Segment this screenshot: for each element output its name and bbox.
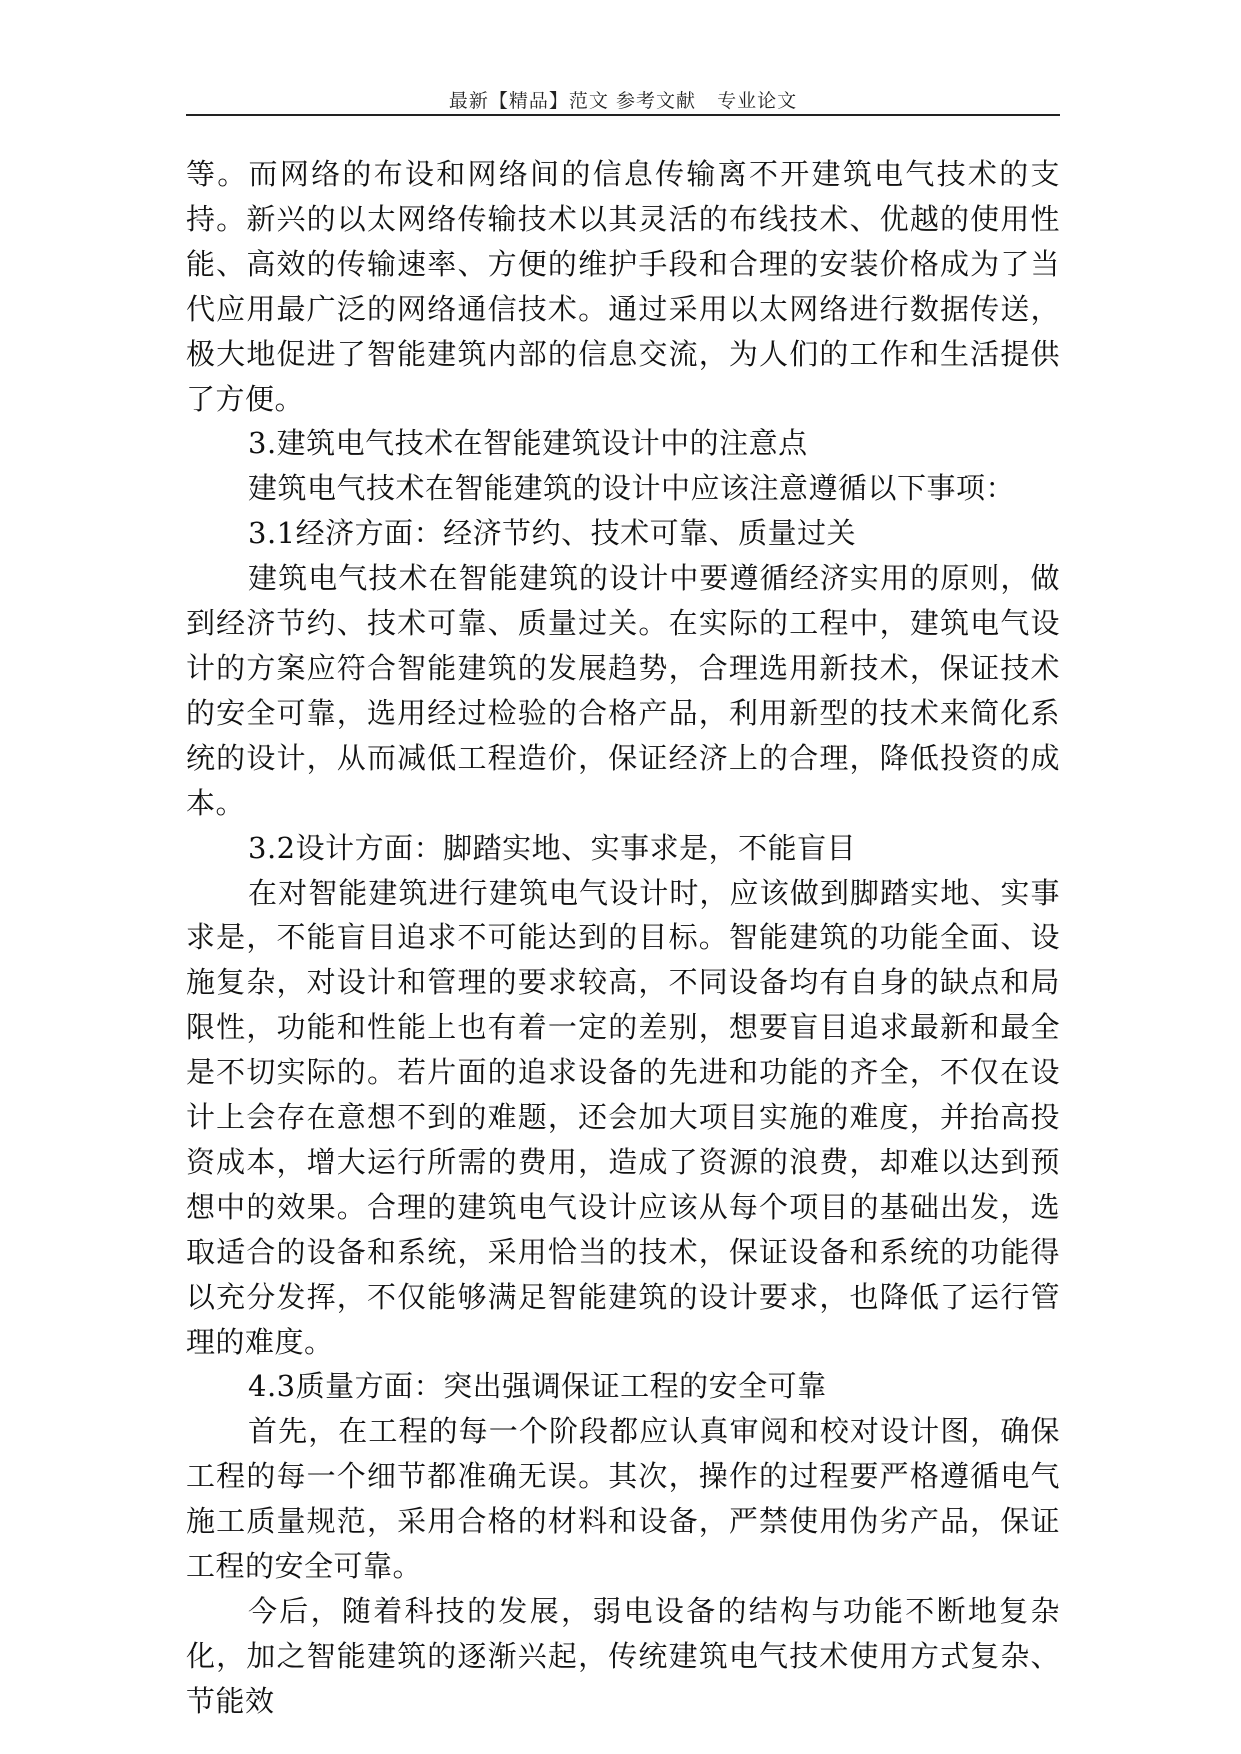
section-3-intro: 建筑电气技术在智能建筑的设计中应该注意遵循以下事项： (248, 471, 1016, 506)
section-3-2-body: 在对智能建筑进行建筑电气设计时，应该做到脚踏实地、实事求是，不能盲目追求不可能达到的目标。智能建筑的功能全面、设施复杂，对设计和管理的要求较高，不同设备均有自身的缺点和局限性，功能和性能上也有着一定的差别，想要盲目追求最新和最全是不切实际的。若片面的追求设备的先进和功能的齐全，不仅在设计上会存在意想不到的难题，还会加大项目实施的难度，并抬高投资成本，增大运行所需的费用，造成了资源的浪费，却难以达到预想中的效果。合理的建筑电气设计应该从每个项目的基础出发，选取适合的设备和系统，采用恰当的技术，保证设备和系统的功能得以充分发挥，不仅能够满足智能建筑的设计要求，也降低了运行管理的难度。 (186, 875, 1060, 1359)
section-3-1-heading: 3.1经济方面：经济节约、技术可靠、质量过关 (248, 516, 857, 551)
section-4-3-heading: 4.3质量方面：突出强调保证工程的安全可靠 (248, 1369, 827, 1404)
header-rule (186, 114, 1060, 116)
document-body (186, 152, 1060, 1724)
section-3-heading: 3.建筑电气技术在智能建筑设计中的注意点 (248, 426, 808, 461)
section-3-2-heading: 3.2设计方面：脚踏实地、实事求是，不能盲目 (248, 830, 857, 865)
paragraph-continuation: 等。而网络的布设和网络间的信息传输离不开建筑电气技术的支持。新兴的以太网络传输技术以其灵活的布线技术、优越的使用性能、高效的传输速率、方便的维护手段和合理的安装价格成为了当代应用最广泛的网络通信技术。通过采用以太网络进行数据传送，极大地促进了智能建筑内部的信息交流，为人们的工作和生活提供了方便。 (186, 157, 1060, 416)
page-header: 最新【精品】范文 参考文献 专业论文 (448, 90, 798, 112)
closing-paragraph: 今后，随着科技的发展，弱电设备的结构与功能不断地复杂化，加之智能建筑的逐渐兴起，传统建筑电气技术使用方式复杂、节能效 (186, 1594, 1060, 1718)
section-4-3-body: 首先，在工程的每一个阶段都应认真审阅和校对设计图，确保工程的每一个细节都准确无误。其次，操作的过程要严格遵循电气施工质量规范，采用合格的材料和设备，严禁使用伪劣产品，保证工程的安全可靠。 (186, 1414, 1060, 1584)
section-3-1-body: 建筑电气技术在智能建筑的设计中要遵循经济实用的原则，做到经济节约、技术可靠、质量过关。在实际的工程中，建筑电气设计的方案应符合智能建筑的发展趋势，合理选用新技术，保证技术的安全可靠，选用经过检验的合格产品，利用新型的技术来简化系统的设计，从而减低工程造价，保证经济上的合理，降低投资的成本。 (186, 561, 1060, 820)
